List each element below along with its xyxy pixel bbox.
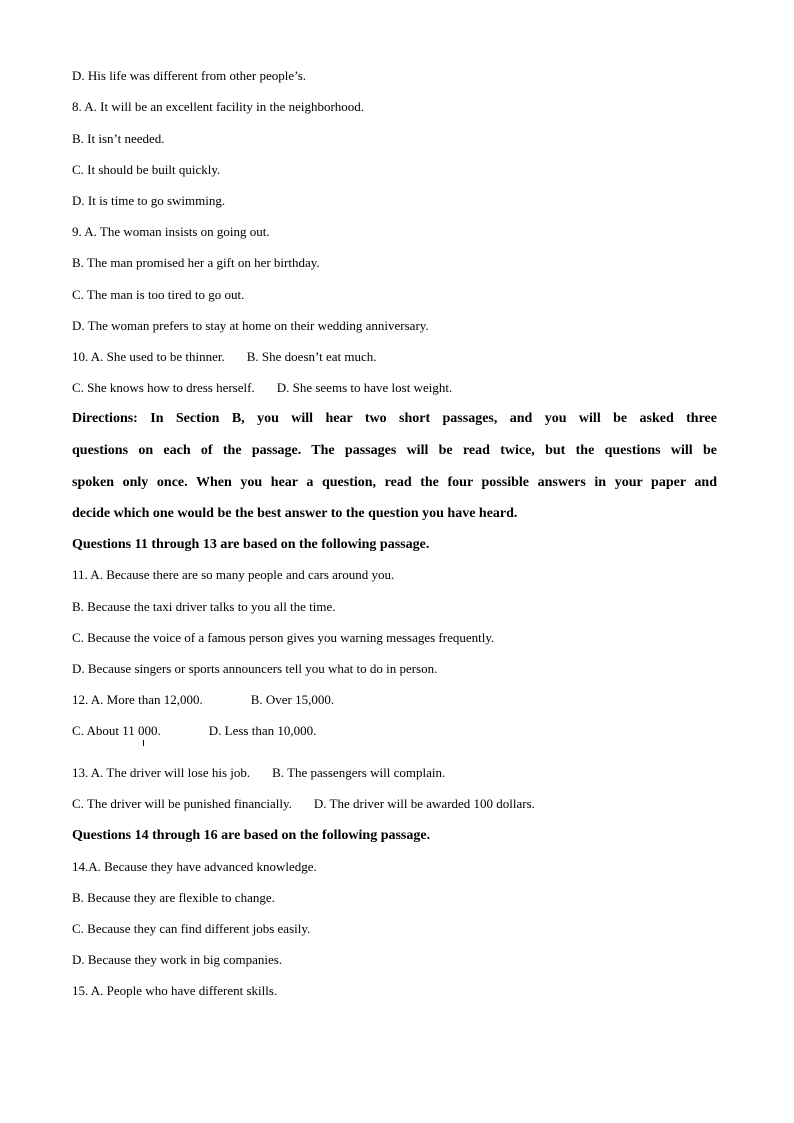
- option-10d: D. She seems to have lost weight.: [276, 380, 453, 395]
- option-7d: D. His life was different from other people’s.: [72, 68, 307, 83]
- options-12ab: [72, 692, 334, 708]
- passage-2-heading: Questions 14 through 16 are based on the following passage.: [72, 828, 431, 843]
- options-13ab: [72, 765, 445, 781]
- directions-line-2: questions on each of the passage. The passages will be read twice, but the questions will be: [72, 443, 717, 458]
- option-12c: C. About 11 000.: [72, 723, 161, 738]
- option-14d: D. Because they work in big companies.: [72, 952, 283, 967]
- options-13cd: [72, 796, 535, 812]
- option-8b: B. It isn’t needed.: [72, 131, 165, 146]
- directions-line-3: spoken only once. When you hear a question, read the four possible answers in your paper and: [72, 475, 717, 490]
- option-11c: C. Because the voice of a famous person gives you warning messages frequently.: [72, 630, 495, 645]
- option-10a: 10. A. She used to be thinner.: [72, 349, 225, 364]
- option-12d: D. Less than 10,000.: [208, 723, 317, 738]
- option-10b: B. She doesn’t eat much.: [246, 349, 377, 364]
- options-10ab: [72, 349, 377, 365]
- option-9d: D. The woman prefers to stay at home on their wedding anniversary.: [72, 318, 429, 333]
- option-9c: C. The man is too tired to go out.: [72, 287, 245, 302]
- options-12cd: [72, 723, 316, 739]
- option-12a: 12. A. More than 12,000.: [72, 692, 203, 707]
- passage-1-heading: Questions 11 through 13 are based on the following passage.: [72, 537, 430, 552]
- option-10c: C. She knows how to dress herself.: [72, 380, 255, 395]
- option-13b: B. The passengers will complain.: [272, 765, 446, 780]
- option-14c: C. Because they can find different jobs easily.: [72, 921, 311, 936]
- option-13c: C. The driver will be punished financially.: [72, 796, 292, 811]
- option-13d: D. The driver will be awarded 100 dollars.: [313, 796, 535, 811]
- directions-line-4: decide which one would be the best answer to the question you have heard.: [72, 506, 518, 521]
- option-8d: D. It is time to go swimming.: [72, 193, 226, 208]
- option-11b: B. Because the taxi driver talks to you all the time.: [72, 599, 336, 614]
- directions-line-1: Directions: In Section B, you will hear two short passages, and you will be asked three: [72, 411, 717, 426]
- option-14b: B. Because they are flexible to change.: [72, 890, 275, 905]
- option-14a: 14.A. Because they have advanced knowledge.: [72, 859, 317, 874]
- stray-mark: [143, 740, 144, 746]
- option-15a: 15. A. People who have different skills.: [72, 983, 278, 998]
- option-11d: D. Because singers or sports announcers tell you what to do in person.: [72, 661, 438, 676]
- option-9a: 9. A. The woman insists on going out.: [72, 224, 270, 239]
- option-8c: C. It should be built quickly.: [72, 162, 221, 177]
- option-11a: 11. A. Because there are so many people and cars around you.: [72, 567, 395, 582]
- options-10cd: [72, 380, 452, 396]
- option-9b: B. The man promised her a gift on her birthday.: [72, 255, 320, 270]
- option-12b: B. Over 15,000.: [250, 692, 335, 707]
- option-13a: 13. A. The driver will lose his job.: [72, 765, 251, 780]
- option-8a: 8. A. It will be an excellent facility in the neighborhood.: [72, 99, 365, 114]
